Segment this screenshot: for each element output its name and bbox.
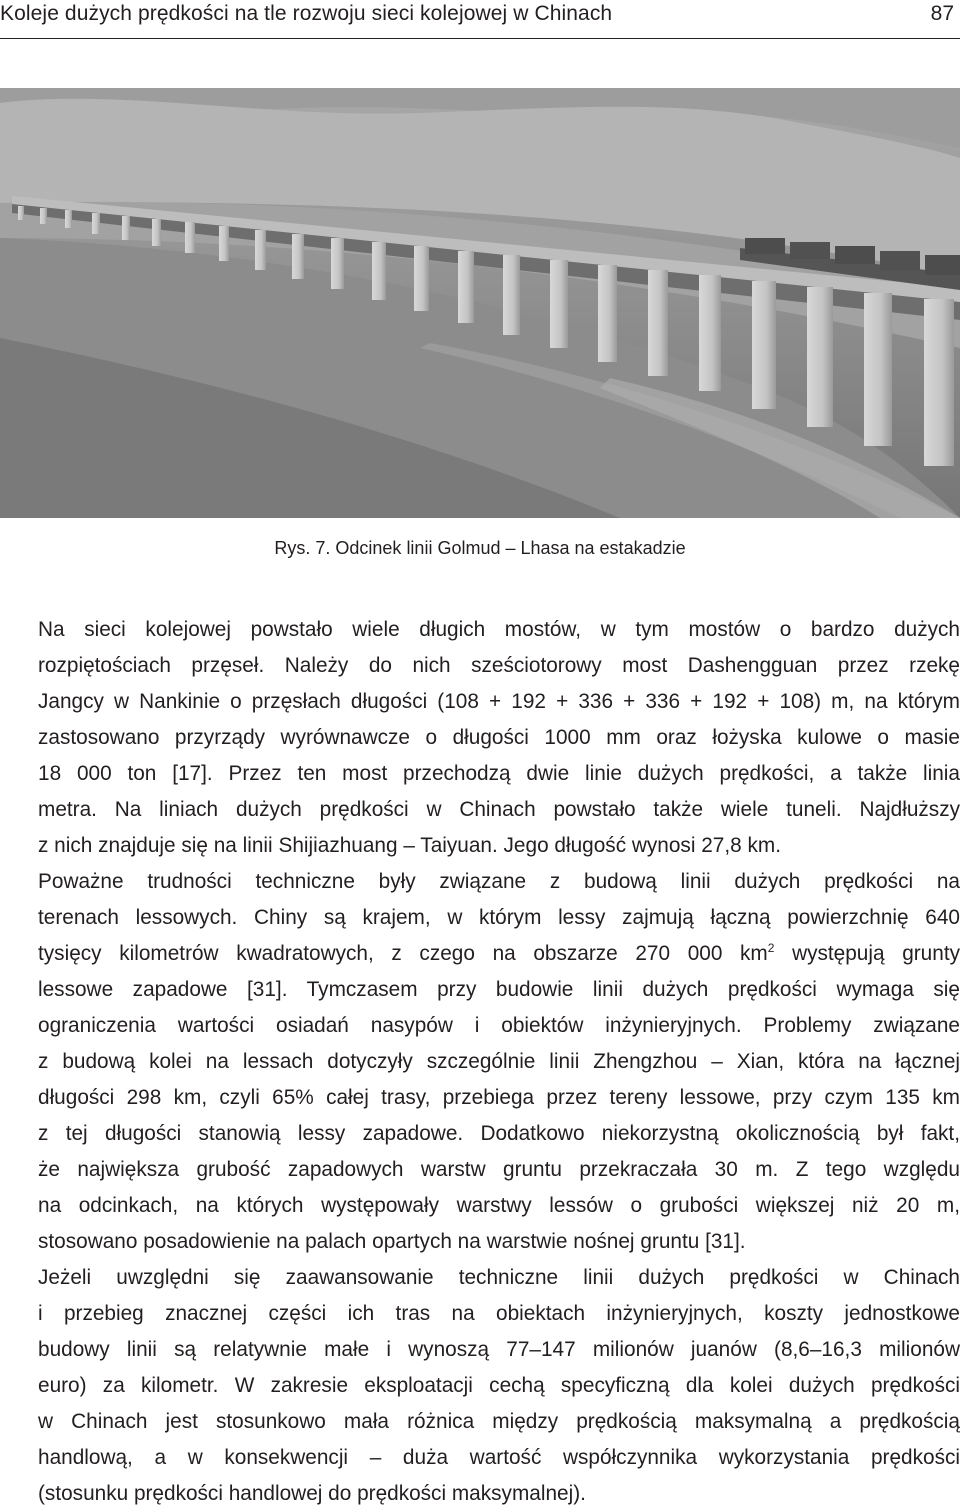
viaduct-photo [0, 88, 960, 518]
figure-caption: Rys. 7. Odcinek linii Golmud – Lhasa na estakadzie [274, 538, 686, 558]
text-line: w Chinach jest stosunkowo mała różnica między prędkością maksymalną a prędkością [38, 1410, 960, 1433]
viaduct-illustration [0, 88, 960, 518]
text-line: Na sieci kolejowej powstało wiele długich mostów, w tym mostów o bardzo dużych [38, 618, 960, 641]
text-line: Poważne trudności techniczne były związane z budową linii dużych prędkości na [38, 870, 960, 893]
text-line: Jeżeli uwzględni się zaawansowanie techniczne linii dużych prędkości w Chinach [38, 1266, 960, 1289]
text-line: metra. Na liniach dużych prędkości w Chinach powstało także wiele tuneli. Najdłuższy [38, 798, 960, 821]
text-line: na odcinkach, na których występowały warstwy lessów o grubości większej niż 20 m, [38, 1194, 960, 1217]
body-text [0, 612, 960, 1512]
text-line: lessowe zapadowe [31]. Tymczasem przy budowie linii dużych prędkości wymaga się [38, 978, 960, 1001]
text-line: euro) za kilometr. W zakresie eksploatacji cechą specyficzną dla kolei dużych prędkości [38, 1374, 960, 1397]
text-line: rozpiętościach przęseł. Należy do nich sześciotorowy most Dashengguan przez rzekę [38, 654, 960, 677]
text-line: z nich znajduje się na linii Shijiazhuang – Taiyuan. Jego długość wynosi 27,8 km. [38, 834, 781, 857]
paragraph-3 [0, 1260, 960, 1512]
paragraph-2 [0, 864, 960, 1260]
text-line-with-superscript [0, 936, 960, 972]
running-title: Koleje dużych prędkości na tle rozwoju sieci kolejowej w Chinach [0, 2, 613, 25]
running-header [0, 0, 960, 39]
text-line: budowy linii są relatywnie małe i wynoszą 77–147 milionów juanów (8,6–16,3 milionów [38, 1338, 960, 1361]
text-line: z tej długości stanowią lessy zapadowe. Dodatkowo niekorzystną okolicznością był fakt, [38, 1122, 960, 1145]
text-line: ograniczenia wartości osiadań nasypów i obiektów inżynieryjnych. Problemy związane [38, 1014, 960, 1037]
text-line: że największa grubość zapadowych warstw gruntu przekraczała 30 m. Z tego względu [38, 1158, 960, 1181]
text-line: długości 298 km, czyli 65% całej trasy, przebiega przez tereny lessowe, przy czym 135 km [38, 1086, 960, 1109]
text-line: terenach lessowych. Chiny są krajem, w którym lessy zajmują łączną powierzchnię 640 [38, 906, 960, 929]
text-line: i przebieg znacznej części ich tras na obiektach inżynieryjnych, koszty jednostkowe [38, 1302, 960, 1325]
superscript: 2 [767, 941, 775, 956]
text-fragment: występują grunty [774, 942, 960, 965]
paragraph-1 [0, 612, 960, 864]
text-line: handlową, a w konsekwencji – duża wartość współczynnika wykorzystania prędkości [38, 1446, 960, 1469]
text-line: z budową kolei na lessach dotyczyły szczególnie linii Zhengzhou – Xian, która na łącznej [38, 1050, 960, 1073]
text-line: stosowano posadowienie na palach opartych na warstwie nośnej gruntu [31]. [38, 1230, 746, 1253]
text-line: 18 000 ton [17]. Przez ten most przechodzą dwie linie dużych prędkości, a także linia [38, 762, 960, 785]
page-number: 87 [930, 2, 954, 25]
text-line: (stosunku prędkości handlowej do prędkości maksymalnej). [38, 1482, 586, 1505]
text-line: zastosowano przyrządy wyrównawcze o długości 1000 mm oraz łożyska kulowe o masie [38, 726, 960, 749]
text-fragment: tysięcy kilometrów kwadratowych, z czego na obszarze 270 000 km [38, 942, 768, 965]
text-line: Jangcy w Nankinie o przęsłach długości (108 + 192 + 336 + 336 + 192 + 108) m, na którym [38, 690, 960, 713]
